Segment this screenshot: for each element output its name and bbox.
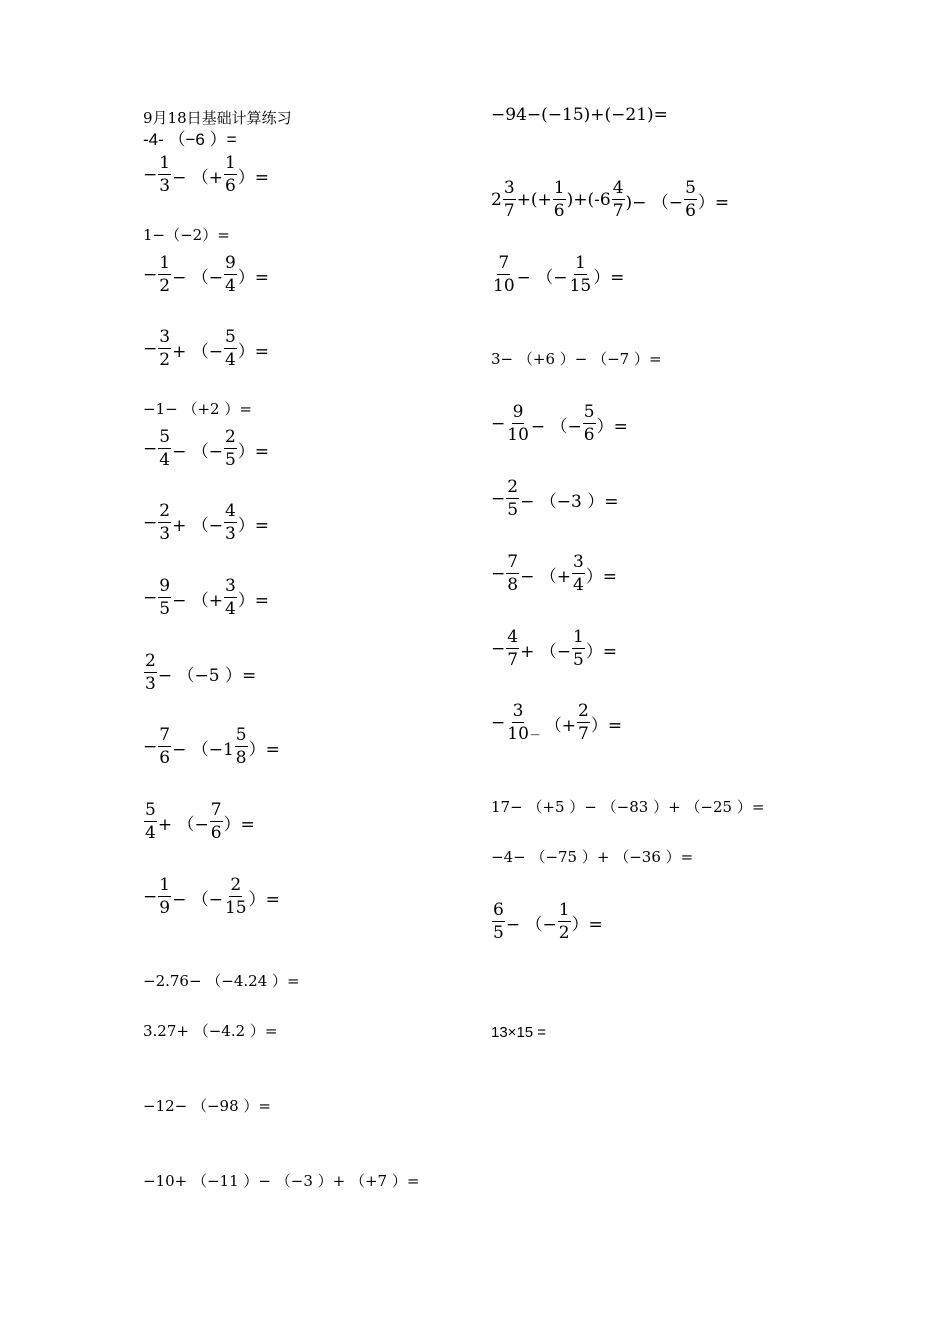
fraction-numerator: 5 [685,178,696,198]
expression-text: − （+ [172,167,223,188]
fraction [224,429,237,469]
expression-text: −10+ （−11 ）− （−3 ）+ （+7 ）= [143,1171,420,1190]
fraction [569,255,593,295]
fraction [506,554,519,594]
fraction-denominator: 2 [159,276,171,296]
expression-text: )− （− [625,192,684,213]
fraction-numerator: 5 [224,327,236,347]
fraction [210,802,223,842]
fraction-denominator: 15 [569,276,592,296]
expression-text: 9月18日基础计算练习 [143,108,292,127]
fraction [224,155,237,195]
fraction-denominator: 8 [507,575,519,595]
fraction [224,255,237,295]
fraction [492,902,505,942]
fraction [224,877,248,917]
expression-text: −12− （−98 ）= [143,1096,271,1115]
expression-text: 17− （+5 ）− （−83 ）+ （−25 ）= [491,797,765,816]
expression-text: −2.76− （−4.24 ）= [143,971,300,990]
expression-text: ）= [237,341,270,362]
fraction [144,653,157,693]
expression-text: − （− [530,416,582,437]
expression-text: ）= [223,814,255,835]
expression-text: ）= [237,167,270,188]
fraction-numerator: 2 [507,477,519,497]
fraction [158,503,171,543]
exercise-item [143,1020,278,1040]
expression-text: − （−3 ）= [520,491,619,512]
expression-text: − [143,887,158,907]
fraction-denominator: 3 [145,674,156,694]
expression-text: 13×15 = [491,1023,547,1041]
fraction-numerator: 1 [572,627,584,647]
expression-text: 1−（−2）= [143,225,230,244]
fraction-numerator: 9 [512,402,524,422]
expression-text: )+(-6 [566,190,611,210]
fraction-numerator: 7 [498,253,510,273]
exercise-item [143,651,257,694]
fraction [572,629,585,669]
exercise-item [143,875,280,918]
fraction [612,180,625,220]
fraction [506,629,519,669]
fraction-denominator: 4 [224,350,236,370]
fraction [506,479,519,519]
fraction-denominator: 3 [159,524,171,544]
fraction-numerator: 1 [224,153,236,173]
fraction-denominator: 4 [159,450,171,470]
expression-text: ）= [248,739,280,760]
expression-text: − （−5 ）= [157,665,257,686]
expression-text: + （− [172,515,223,536]
expression-text: ）= [697,192,730,213]
fraction [158,877,171,917]
expression-text: − （− [172,889,223,910]
fraction-numerator: 1 [574,253,586,273]
fraction-numerator: 2 [224,427,236,447]
expression-text: + （− [172,341,223,362]
expression-text: ）= [237,590,270,611]
fraction [224,578,237,618]
fraction-denominator: 5 [493,923,504,943]
exercise-item [143,970,300,990]
fraction-numerator: 2 [159,501,171,521]
fraction [492,255,516,295]
exercise-item [491,1022,546,1042]
fraction-denominator: 5 [507,500,519,520]
fraction-numerator: 2 [578,701,589,721]
fraction [558,902,571,942]
expression-text: 3.27+ （−4.2 ）= [143,1021,278,1040]
exercise-item [491,796,764,816]
expression-text: − [143,513,158,533]
fraction [144,802,157,842]
exercise-item [143,153,270,196]
exercise-item [143,800,255,843]
exercise-item [491,402,628,445]
fraction [503,180,516,220]
fraction-denominator: 3 [224,524,236,544]
exercise-item [491,348,662,368]
exercise-item [143,398,252,418]
expression-text: ）= [237,267,270,288]
fraction-denominator: 6 [685,201,696,221]
fraction-denominator: 4 [572,575,584,595]
expression-text: ）= [593,267,625,288]
expression-text: − [491,564,506,584]
expression-text: 3− （+6 ）− （−7 ）= [491,349,662,368]
exercise-item [491,627,618,670]
fraction [553,180,566,220]
fraction [158,578,171,618]
fraction [583,404,596,444]
fraction-denominator: 4 [224,276,236,296]
expression-text: ）= [590,715,623,736]
exercise-item [491,701,623,744]
fraction-numerator: 5 [583,402,595,422]
fraction-numerator: 3 [503,178,515,198]
fraction-numerator: 4 [612,178,624,198]
expression-text: + （− [520,641,571,662]
fraction-denominator: 6 [159,748,171,768]
fraction [235,727,248,767]
fraction [158,155,171,195]
expression-text: − [491,639,506,659]
exercise-item [491,846,693,866]
expression-text: ）= [237,441,270,462]
expression-text: − [491,414,506,434]
fraction [158,255,171,295]
fraction-denominator: 6 [210,823,222,843]
fraction-denominator: 8 [235,748,247,768]
exercise-item [491,477,619,520]
fraction-denominator: 7 [578,724,589,744]
fraction-denominator: 10 [507,724,529,744]
fraction-denominator: 7 [612,201,624,221]
exercise-item [143,1095,271,1115]
fraction-numerator: 1 [159,153,171,173]
exercise-item [143,253,270,296]
expression-text: −4− （−75 ）+ （−36 ）= [491,847,694,866]
fraction-numerator: 5 [159,427,171,447]
fraction [506,703,530,743]
fraction-denominator: 2 [558,923,570,943]
fraction [224,503,237,543]
expression-text: 2 [491,190,502,210]
fraction [158,429,171,469]
expression-text: ）= [571,914,603,935]
exercise-item [143,1170,419,1190]
fraction-denominator: 4 [224,599,236,619]
exercise-item [143,224,230,244]
exercise-item [491,98,668,132]
fraction-numerator: 7 [159,725,171,745]
expression-text: + （− [157,814,209,835]
fraction-denominator: 10 [507,425,529,445]
fraction-numerator: 1 [558,900,570,920]
exercise-item [491,552,618,595]
expression-text: ）= [585,566,618,587]
fraction-numerator: 9 [159,576,171,596]
expression-text: − [143,265,158,285]
fraction-numerator: 6 [493,900,504,920]
fraction-denominator: 6 [553,201,565,221]
fraction-numerator: 4 [507,627,519,647]
fraction-denominator: 2 [159,350,171,370]
exercise-item [491,900,603,943]
expression-text: − [143,439,158,459]
expression-text: ）= [585,641,618,662]
fraction-denominator: 5 [572,650,584,670]
expression-text: + [537,190,552,210]
exercise-item [143,120,237,154]
fraction-denominator: 15 [224,898,247,918]
exercise-item [143,327,270,370]
expression-text: − （−1 [172,739,234,760]
fraction-numerator: 1 [159,253,171,273]
expression-text: − [143,588,158,608]
expression-text: ）= [237,515,270,536]
fraction [158,727,171,767]
fraction-numerator: 1 [553,178,565,198]
fraction-denominator: 6 [583,425,595,445]
expression-text: ）= [248,889,280,910]
exercise-item [143,725,280,768]
expression-text: − （− [505,914,557,935]
exercise-item [143,427,270,470]
expression-text: − [143,339,158,359]
fraction-numerator: 7 [507,552,519,572]
expression-text: − [491,713,506,733]
expression-text: − [143,165,158,185]
fraction-numerator: 2 [145,651,156,671]
expression-text: −94−(−15)+(−21)= [491,105,668,125]
fraction-numerator: 5 [235,725,247,745]
expression-text: ）= [596,416,628,437]
fraction-numerator: 3 [512,701,524,721]
fraction [158,329,171,369]
fraction-numerator: 3 [159,327,171,347]
exercise-item [143,576,270,619]
fraction-denominator: 7 [503,201,515,221]
fraction-numerator: 3 [572,552,584,572]
expression-text: − （+ [520,566,571,587]
exercise-item [143,501,270,544]
expression-text: -4- （−6 ）= [143,129,237,149]
fraction-numerator: 9 [224,253,236,273]
fraction-numerator: 4 [224,501,236,521]
fraction-numerator: 2 [230,875,242,895]
expression-text: − （− [516,267,568,288]
fraction-numerator: 1 [159,875,171,895]
fraction [224,329,237,369]
fraction-numerator: 5 [145,800,156,820]
fraction [506,404,530,444]
exercise-item [491,178,730,221]
fraction-numerator: 7 [210,800,222,820]
fraction-denominator: 6 [224,176,236,196]
expression-text: − （− [172,441,223,462]
fraction-denominator: 5 [159,599,171,619]
fraction-denominator: 7 [507,650,519,670]
expression-text: − （+ [172,590,223,611]
expression-text: −1− （+2 ）= [143,399,252,418]
fraction-denominator: 10 [493,276,515,296]
expression-text: − [491,489,506,509]
expression-text: _ （+ [530,715,577,736]
fraction [572,554,585,594]
exercise-item [491,253,625,296]
fraction-denominator: 9 [159,898,171,918]
fraction-denominator: 3 [159,176,171,196]
fraction [577,703,590,743]
fraction [684,180,697,220]
expression-text: − （− [172,267,223,288]
expression-text: − [143,737,158,757]
fraction-numerator: 3 [224,576,236,596]
fraction-denominator: 4 [145,823,156,843]
expression-text: +( [516,190,538,210]
fraction-denominator: 5 [224,450,236,470]
